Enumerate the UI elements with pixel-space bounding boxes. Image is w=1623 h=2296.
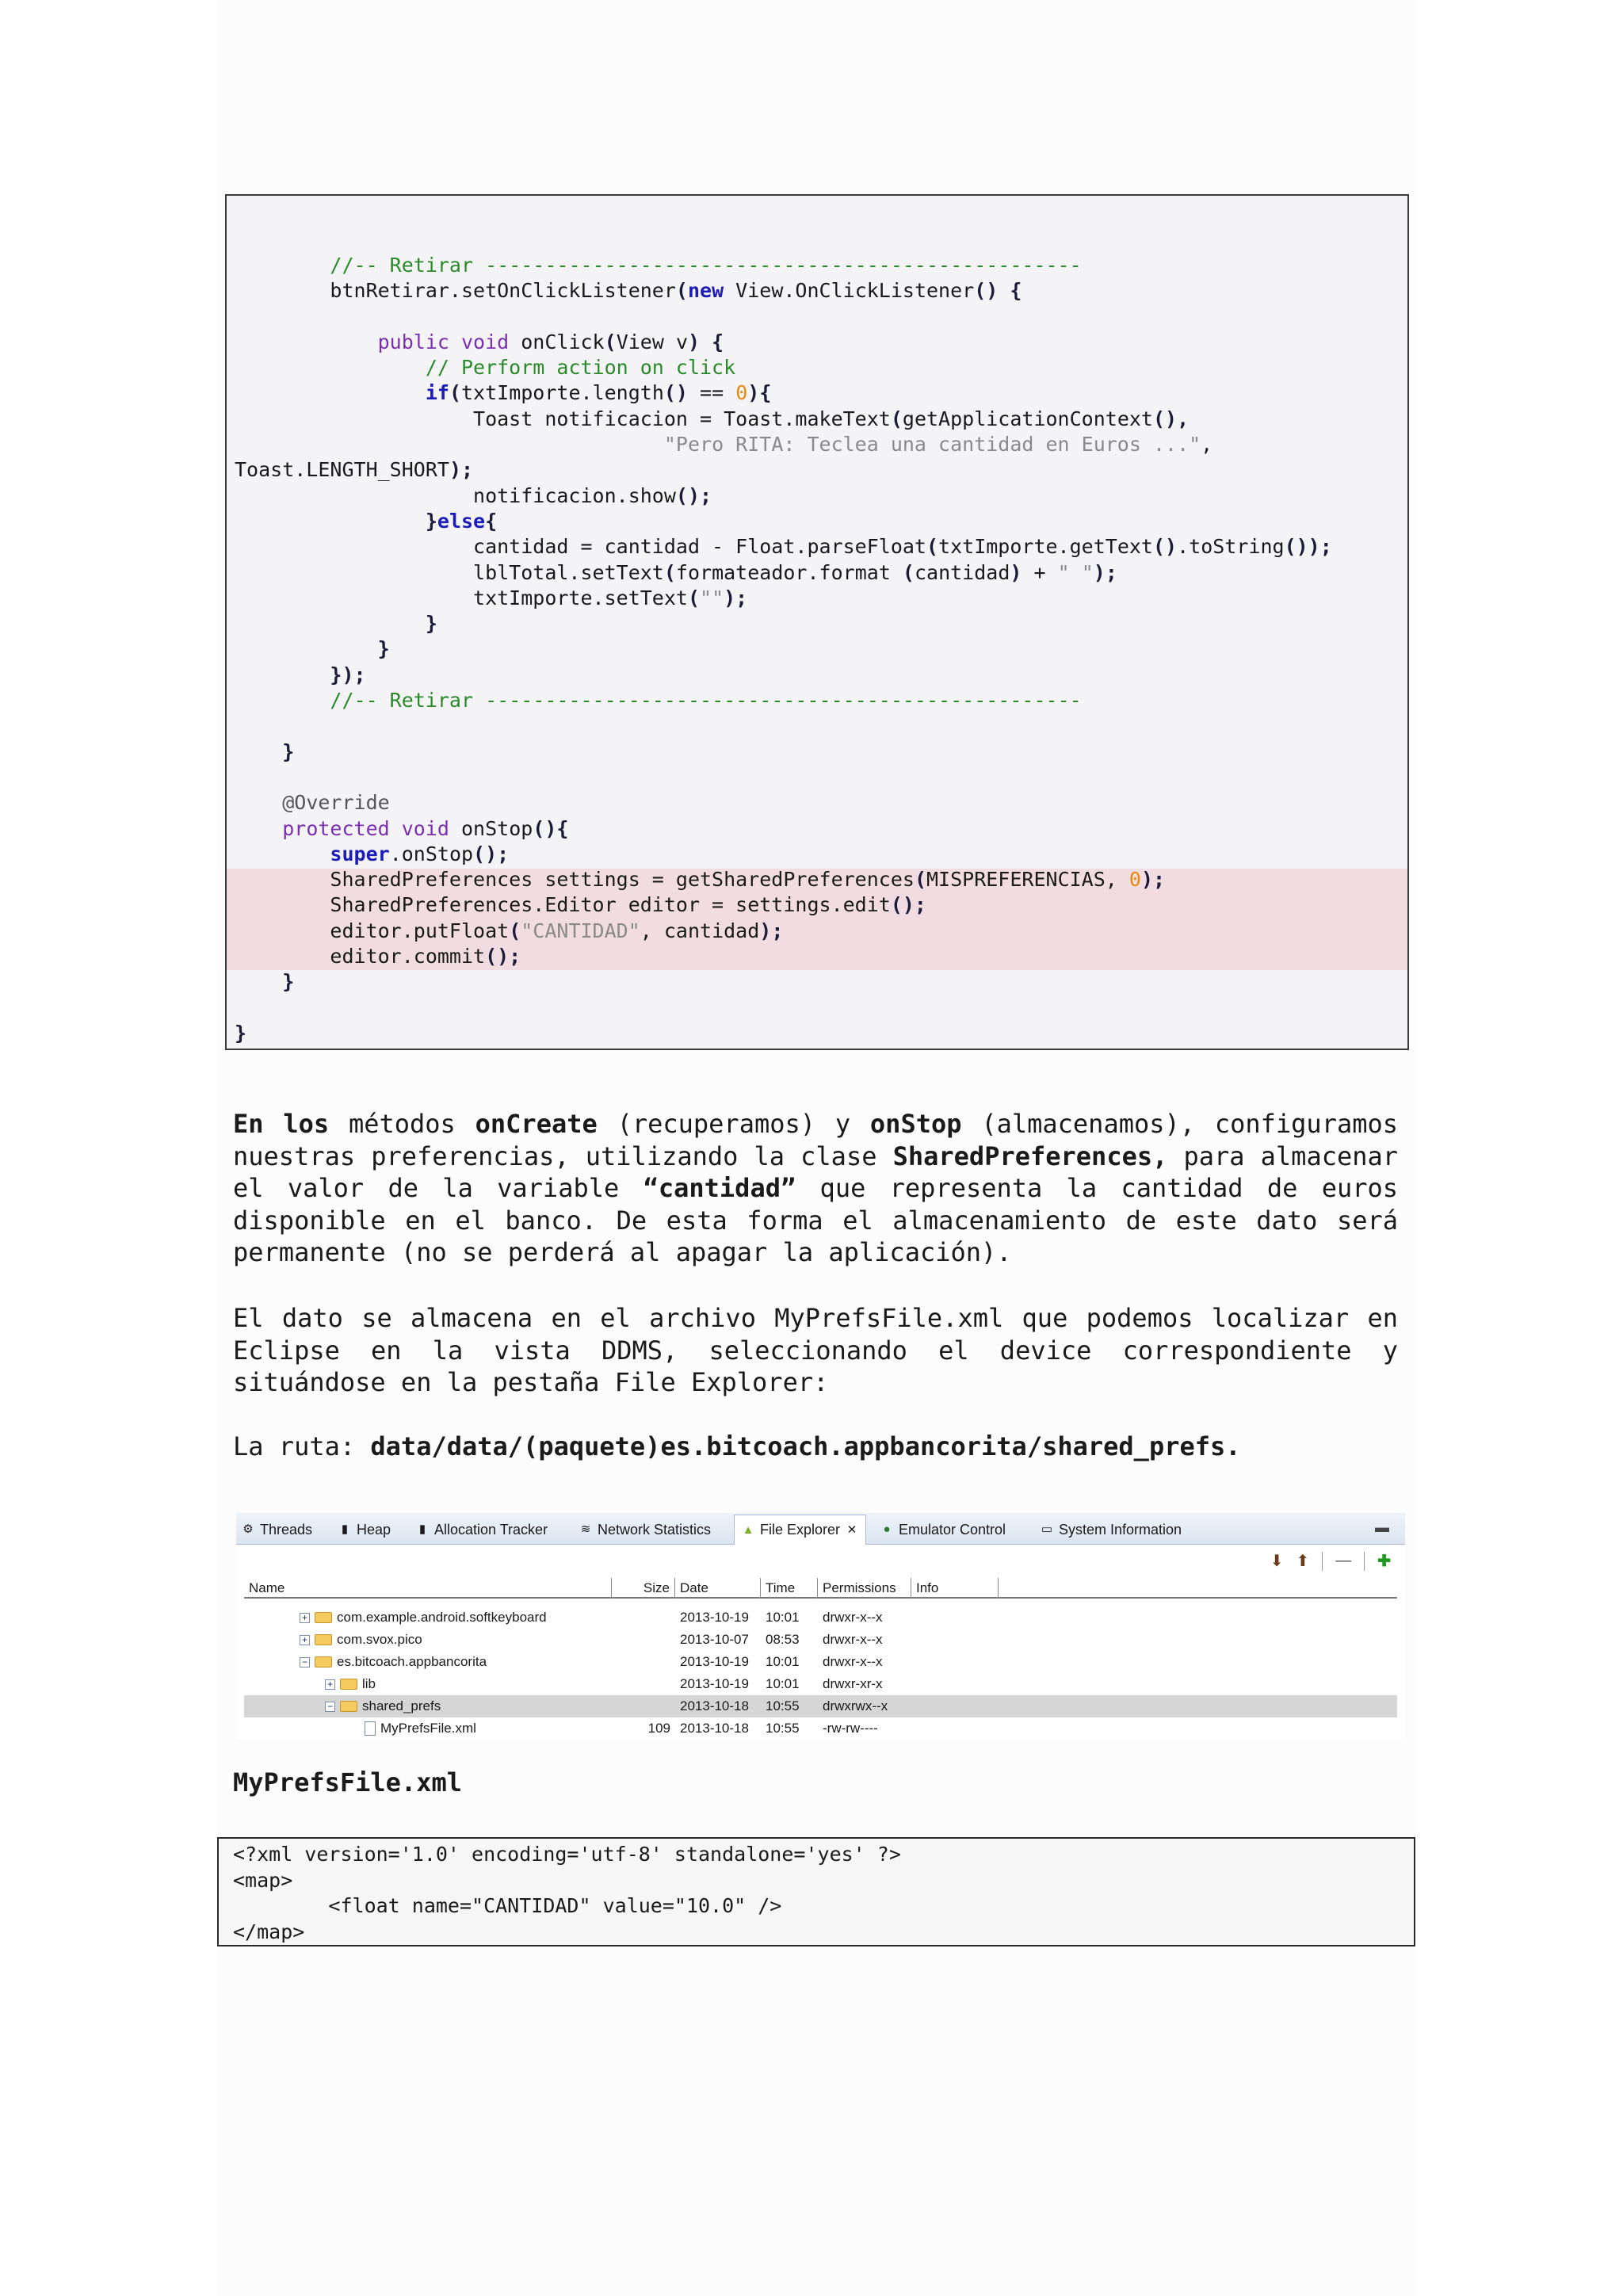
- folder-open-icon: [315, 1656, 332, 1668]
- code-line: public void onClick(View v) {: [377, 330, 724, 353]
- xml-listing: <?xml version='1.0' encoding='utf-8' standalone='yes' ?> <map> <float name="CANTIDAD" value="10.0" /> </map>: [233, 1843, 901, 1943]
- system-info-icon: ▭: [1041, 1522, 1053, 1536]
- emulator-icon: ●: [883, 1522, 891, 1536]
- code-line: //-- Retirar --------------------------------------------------: [330, 254, 1082, 277]
- code-line: SharedPreferences settings = getSharedPreferences(MISPREFERENCIAS, 0);: [235, 868, 1166, 892]
- tab-emulator-control[interactable]: ● Emulator Control: [880, 1519, 1006, 1540]
- tab-network-statistics[interactable]: ≋ Network Statistics: [579, 1519, 711, 1540]
- code-listing: [235, 253, 1332, 1046]
- ddms-tab-bar: [236, 1513, 1405, 1545]
- col-time[interactable]: Time: [761, 1578, 818, 1599]
- code-line: notificacion.show();: [235, 483, 712, 507]
- table-row[interactable]: MyPrefsFile.xml 109 2013-10-18 10:55 -rw-rw----: [244, 1717, 1397, 1740]
- code-line: lblTotal.setText(formateador.format (cantidad) + " ");: [235, 560, 1117, 584]
- expand-icon[interactable]: +: [325, 1679, 335, 1690]
- allocation-icon: ▮: [418, 1522, 426, 1536]
- add-icon[interactable]: ✚: [1377, 1553, 1391, 1570]
- collapse-icon[interactable]: −: [325, 1702, 335, 1712]
- ddms-toolbar: [1270, 1551, 1391, 1571]
- code-line: Toast notificacion = Toast.makeText(getApplicationContext(),: [235, 407, 1190, 430]
- heap-icon: ▮: [341, 1522, 349, 1536]
- push-file-icon[interactable]: ⬆: [1296, 1553, 1310, 1570]
- code-line: protected void onStop(){: [282, 816, 569, 840]
- xml-code-block: [217, 1837, 1415, 1946]
- table-row[interactable]: + com.example.android.softkeyboard 2013-10-19 10:01 drwxr-x--x: [244, 1606, 1397, 1629]
- code-line: btnRetirar.setOnClickListener(new View.OnClickListener() {: [235, 279, 1022, 303]
- toolbar-separator: [1322, 1552, 1323, 1571]
- col-date[interactable]: Date: [675, 1578, 761, 1599]
- minimize-icon[interactable]: ▬: [1375, 1519, 1389, 1535]
- code-block: [225, 194, 1409, 1050]
- code-line: });: [330, 663, 366, 686]
- code-line: editor.commit();: [235, 945, 521, 968]
- table-row[interactable]: + com.svox.pico 2013-10-07 08:53 drwxr-x--x: [244, 1629, 1397, 1651]
- code-line: SharedPreferences.Editor editor = settings.edit();: [235, 893, 926, 917]
- tab-threads[interactable]: ⚙ Threads: [241, 1519, 312, 1540]
- tab-file-explorer[interactable]: ▲ File Explorer ✕: [734, 1515, 866, 1545]
- col-info[interactable]: Info: [911, 1578, 999, 1599]
- tab-heap[interactable]: ▮ Heap: [338, 1519, 391, 1540]
- close-tab-icon[interactable]: ✕: [846, 1522, 857, 1537]
- code-line: Toast.LENGTH_SHORT);: [235, 458, 474, 482]
- code-line: "Pero RITA: Teclea una cantidad en Euros ...",: [663, 433, 1213, 457]
- code-line: // Perform action on click: [425, 356, 736, 380]
- table-row[interactable]: + lib 2013-10-19 10:01 drwxr-xr-x: [244, 1673, 1397, 1695]
- file-icon: [365, 1721, 376, 1736]
- code-line: if(txtImporte.length() == 0){: [425, 381, 772, 405]
- col-name[interactable]: Name: [244, 1578, 612, 1599]
- folder-icon: [340, 1679, 357, 1690]
- code-line: }: [282, 739, 295, 763]
- tab-system-information[interactable]: ▭ System Information: [1041, 1521, 1182, 1538]
- toolbar-separator: [1364, 1552, 1365, 1571]
- code-line: }: [377, 637, 390, 661]
- code-line: txtImporte.setText("");: [235, 586, 748, 609]
- network-icon: ≋: [580, 1522, 591, 1536]
- code-line: }: [425, 612, 437, 636]
- table-row[interactable]: − es.bitcoach.appbancorita 2013-10-19 10:01 drwxr-x--x: [244, 1651, 1397, 1673]
- file-table-header: [244, 1578, 1397, 1599]
- expand-icon[interactable]: +: [300, 1613, 310, 1623]
- ddms-file-explorer-screenshot: [236, 1513, 1405, 1739]
- expand-icon[interactable]: +: [300, 1635, 310, 1645]
- folder-icon: [315, 1634, 332, 1645]
- collapse-icon[interactable]: −: [300, 1657, 310, 1668]
- code-line: }: [282, 970, 295, 994]
- paragraph-storage-location: El dato se almacena en el archivo MyPrefsFile.xml que podemos localizar en Eclipse en la vista DDMS, seleccionando el device correspondiente y situándose en la pestaña File Explorer:: [233, 1303, 1398, 1397]
- pull-file-icon[interactable]: ⬇: [1270, 1553, 1284, 1570]
- paragraph-route: La ruta: data/data/(paquete)es.bitcoach.appbancorita/shared_prefs.: [233, 1431, 1241, 1461]
- threads-icon: ⚙: [242, 1522, 254, 1536]
- code-line: super.onStop();: [330, 842, 510, 865]
- code-line: editor.putFloat("CANTIDAD", cantidad);: [235, 919, 784, 942]
- folder-open-icon: [340, 1701, 357, 1712]
- delete-icon[interactable]: —: [1335, 1552, 1352, 1569]
- code-line: @Override: [282, 791, 390, 815]
- col-size[interactable]: Size: [612, 1578, 675, 1599]
- col-permissions[interactable]: Permissions: [818, 1578, 911, 1599]
- code-line: //-- Retirar --------------------------------------------------: [330, 689, 1082, 712]
- table-row-selected[interactable]: − shared_prefs 2013-10-18 10:55 drwxrwx--x: [244, 1695, 1397, 1717]
- tab-allocation-tracker[interactable]: ▮ Allocation Tracker: [415, 1519, 548, 1540]
- code-line: cantidad = cantidad - Float.parseFloat(txtImporte.getText().toString());: [235, 535, 1332, 559]
- folder-icon: [315, 1612, 332, 1623]
- code-line: }else{: [425, 509, 498, 533]
- android-icon: ▲: [742, 1522, 754, 1537]
- code-line: }: [235, 1021, 247, 1045]
- xml-file-title: MyPrefsFile.xml: [233, 1767, 462, 1797]
- paragraph-preferences: En los métodos onCreate (recuperamos) y onStop (almacenamos), configuramos nuestras preferencias, utilizando la clase SharedPreferences, para almacenar el valor de la variable “cantidad” que representa la cantidad de euros disponible en el banco. De esta forma el almacenamiento de este dato será permanente (no se perderá al apagar la aplicación).: [233, 1109, 1399, 1267]
